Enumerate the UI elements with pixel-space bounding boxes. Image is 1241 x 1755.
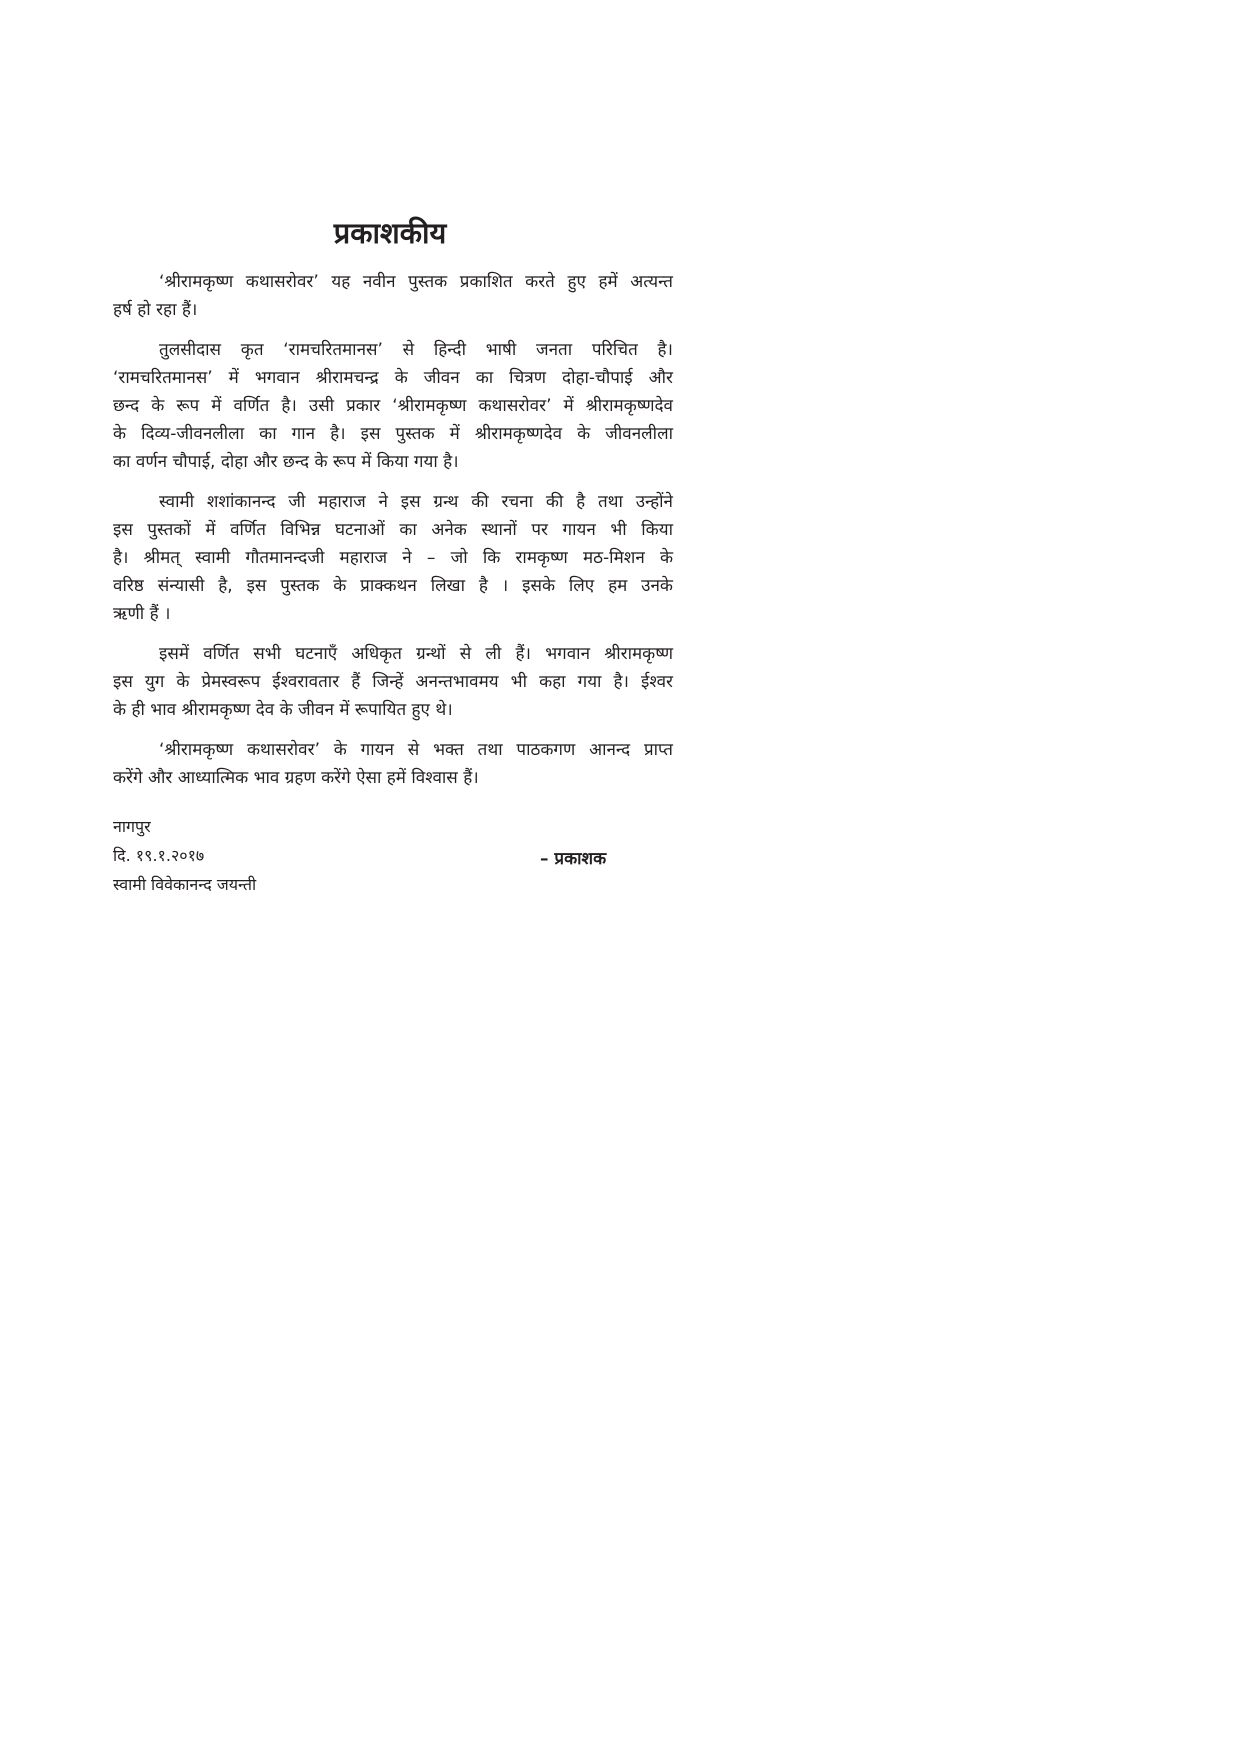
footer-date: दि. १९.१.२०१७ [113,846,205,865]
body-text [113,268,673,804]
footer-occasion: स्वामी विवेकानन्द जयन्ती [113,875,257,894]
publisher-signature: – प्रकाशक [540,849,607,869]
page-title: प्रकाशकीय [333,216,447,251]
paragraph [113,268,673,324]
paragraph-line: है। श्रीमत् स्वामी गौतमानन्दजी महाराज ने – जो कि रामकृष्ण मठ-मिशन के [113,548,673,568]
paragraph-line: छन्द के रूप में वर्णित है। उसी प्रकार ‘श्रीरामकृष्ण कथासरोवर’ में श्रीरामकृष्णदेव [113,396,673,416]
paragraph-line: तुलसीदास कृत ‘रामचरितमानस’ से हिन्दी भाषी जनता परिचित है। [159,340,673,360]
paragraph-line: स्वामी शशांकानन्द जी महाराज ने इस ग्रन्थ की रचना की है तथा उन्होंने [159,492,673,512]
paragraph-line: का वर्णन चौपाई, दोहा और छन्द के रूप में किया गया है। [113,452,459,472]
paragraph [113,488,673,628]
paragraph-line: ‘रामचरितमानस’ में भगवान श्रीरामचन्द्र के जीवन का चित्रण दोहा-चौपाई और [113,368,673,388]
paragraph-line: इस पुस्तकों में वर्णित विभिन्न घटनाओं का अनेक स्थानों पर गायन भी किया [113,520,673,540]
paragraph-line: वरिष्ठ संन्यासी है, इस पुस्तक के प्राक्कथन लिखा है । इसके लिए हम उनके [113,576,673,596]
paragraph-line: ऋणी हैं । [113,604,171,624]
paragraph-line: ‘श्रीरामकृष्ण कथासरोवर’ यह नवीन पुस्तक प्रकाशित करते हुए हमें अत्यन्त [159,272,673,292]
paragraph [113,336,673,476]
paragraph-line: इसमें वर्णित सभी घटनाएँ अधिकृत ग्रन्थों से ली हैं। भगवान श्रीरामकृष्ण [159,644,673,664]
paragraph [113,640,673,724]
footer-place: नागपुर [113,817,151,836]
paragraph-line: करेंगे और आध्यात्मिक भाव ग्रहण करेंगे ऐसा हमें विश्वास हैं। [113,768,479,788]
paragraph-line: हर्ष हो रहा हैं। [113,300,198,320]
paragraph-line: के ही भाव श्रीरामकृष्ण देव के जीवन में रूपायित हुए थे। [113,700,453,720]
paragraph [113,736,673,792]
paragraph-line: इस युग के प्रेमस्वरूप ईश्वरावतार हैं जिन्हें अनन्तभावमय भी कहा गया है। ईश्वर [113,672,673,692]
paragraph-line: के दिव्य-जीवनलीला का गान है। इस पुस्तक में श्रीरामकृष्णदेव के जीवनलीला [113,424,673,444]
paragraph-line: ‘श्रीरामकृष्ण कथासरोवर’ के गायन से भक्त तथा पाठकगण आनन्द प्राप्त [159,740,673,760]
footer-block [113,812,256,899]
